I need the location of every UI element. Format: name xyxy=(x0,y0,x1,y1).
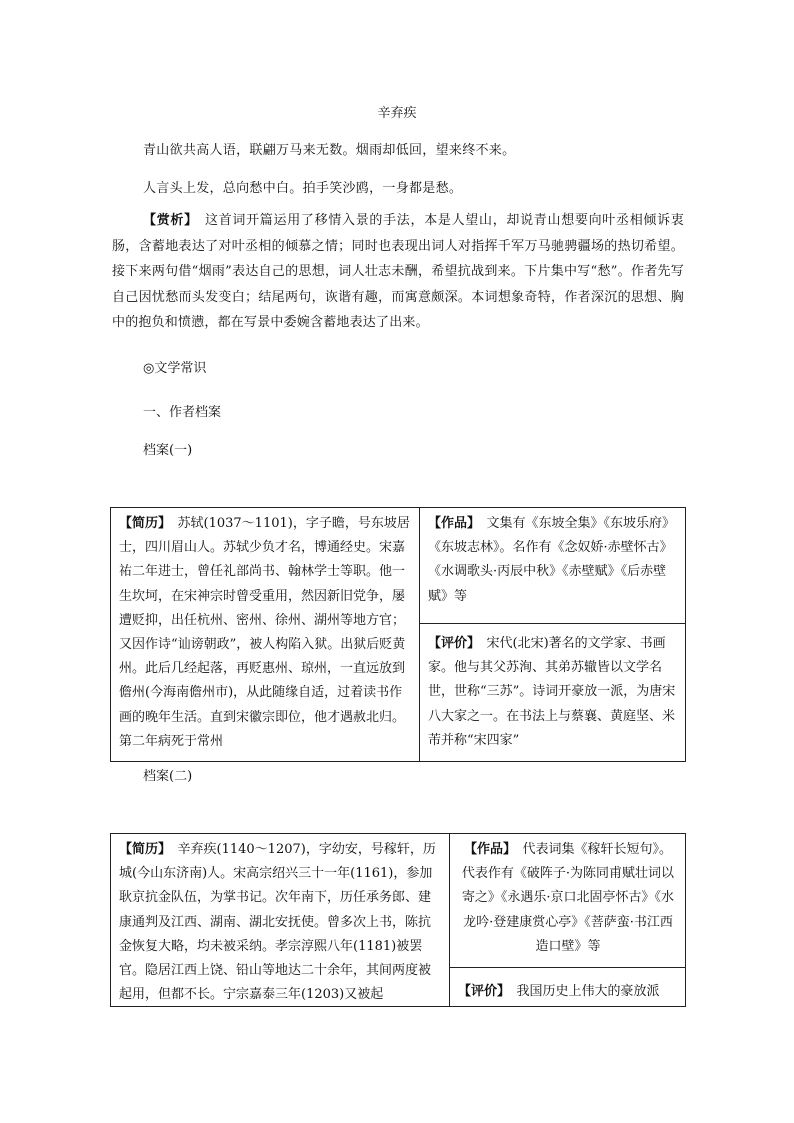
archive-1-eval-label: 【评价】 xyxy=(428,636,474,651)
archive-1-works-label: 【作品】 xyxy=(428,516,474,531)
archive-2-bio-text: 辛弃疾(1140～1207)，字幼安，号稼轩，历城(今山东济南)人。宋高宗绍兴三十一年(1161)，参加耿京抗金队伍，为掌书记。次年南下，历任承务郎、建康通判及江西、湖南、湖北安抚使。曾多次上书，陈抗金恢复大略，均未被采纳。孝宗淳熙八年(1181)被罢官。隐居江西上饶、铅山等地达二十余年，其间两度被起用，但都不长。宁宗嘉泰三年(1203)又被起 xyxy=(119,842,436,1002)
archive-2-eval-text: 我国历史上伟大的豪放派 xyxy=(516,984,660,999)
archive-2-bio-label: 【简历】 xyxy=(119,842,165,857)
archive-1-bio-text: 苏轼(1037～1101)，字子瞻，号东坡居士，四川眉山人。苏轼少负才名，博通经史。宋嘉祐二年进士，曾任礼部尚书、翰林学士等职。他一生坎坷，在宋神宗时曾受重用，然因新旧党争，屡遭贬抑，出任杭州、密州、徐州、湖州等地方官；又因作诗“讪谤朝政”，被人构陷入狱。出狱后贬黄州。此后几经起落，再贬惠州、琼州，一直远放到儋州(今海南儋州市)，从此随缘自适，过着读书作画的晚年生活。直到宋徽宗即位，他才遇赦北归。第二年病死于常州 xyxy=(119,516,410,749)
archive-1-works-text: 文集有《东坡全集》《东坡乐府》《东坡志林》。名作有《念奴娇·赤壁怀古》《水调歌头·丙辰中秋》《赤壁赋》《后赤壁赋》等 xyxy=(428,516,676,604)
archive-1-table xyxy=(110,507,686,762)
archive-2-eval-label: 【评价】 xyxy=(458,984,504,999)
archive-1-bio-label: 【简历】 xyxy=(119,516,165,531)
archive-2-works-label: 【作品】 xyxy=(463,842,510,857)
page-title: 辛弃疾 xyxy=(377,106,417,121)
archive-2-works-cell xyxy=(450,834,686,968)
archive-2-heading: 档案(二) xyxy=(143,769,193,784)
archive-2-bio-cell xyxy=(111,834,450,1007)
poem-line-1: 青山欲共高人语，联翩万马来无数。烟雨却低回，望来终不来。 xyxy=(143,143,516,158)
analysis-label: 【赏析】 xyxy=(143,213,192,228)
archive-1-heading: 档案(一) xyxy=(143,443,193,458)
archive-2-table xyxy=(110,833,686,1007)
analysis-paragraph xyxy=(112,208,684,336)
poem-line-2: 人言头上发，总向愁中白。拍手笑沙鸥，一身都是愁。 xyxy=(143,181,463,196)
literature-heading: ◎文学常识 xyxy=(143,361,207,376)
archive-2-eval-cell xyxy=(450,968,686,1007)
author-files-heading: 一、作者档案 xyxy=(143,405,222,420)
archive-2-works-text: 代表词集《稼轩长短句》。代表作有《破阵子·为陈同甫赋壮词以寄之》《永遇乐·京口北固亭怀古》《水龙吟·登建康赏心亭》《菩萨蛮·书江西造口壁》等 xyxy=(461,842,675,954)
archive-1-works-cell xyxy=(420,508,686,624)
archive-1-eval-text: 宋代(北宋)著名的文学家、书画家。他与其父苏洵、其弟苏辙皆以文学名世，世称“三苏”。诗词开豪放一派，为唐宋八大家之一。在书法上与蔡襄、黄庭坚、米芾并称“宋四家” xyxy=(428,636,676,748)
archive-1-bio-cell xyxy=(111,508,420,762)
analysis-text: 这首词开篇运用了移情入景的手法，本是人望山，却说青山想要向叶丞相倾诉衷肠，含蓄地表达了对叶丞相的倾慕之情；同时也表现出词人对指挥千军万马驰骋疆场的热切希望。接下来两句借“烟雨”表达自己的思想，词人壮志未酬，希望抗战到来。下片集中写“愁”。作者先写自己因忧愁而头发变白；结尾两句，诙谐有趣，而寓意颇深。本词想象奇特，作者深沉的思想、胸中的抱负和愤懑，都在写景中委婉含蓄地表达了出来。 xyxy=(112,213,684,330)
archive-1-eval-cell xyxy=(420,624,686,762)
